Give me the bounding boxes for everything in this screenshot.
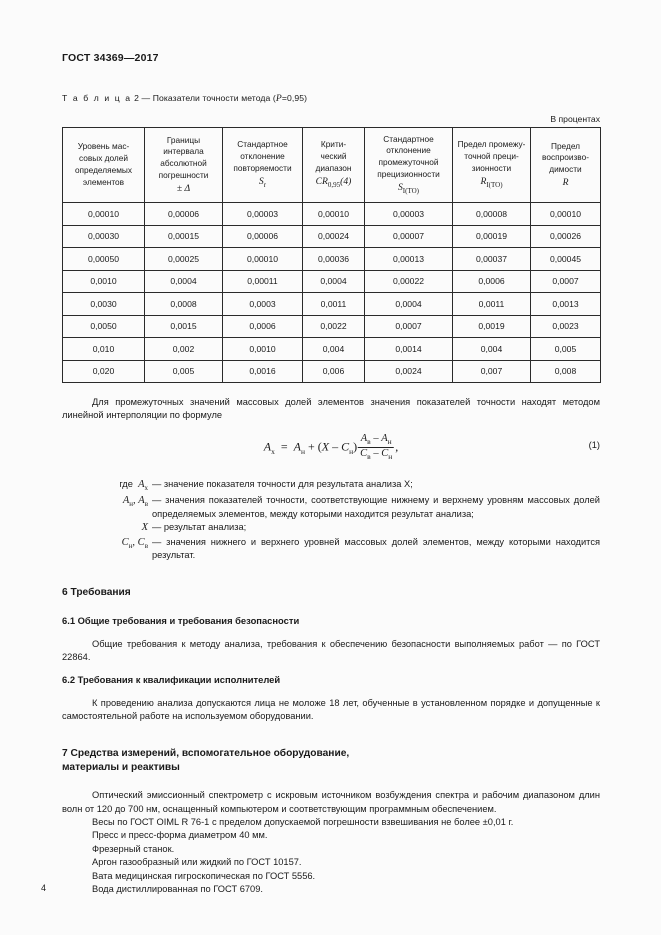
table-cell: 0,0013 [531,293,601,316]
table-cell: 0,002 [145,338,223,361]
legend-label [62,521,152,536]
spacer [62,723,600,747]
table-cell: 0,008 [531,360,601,383]
header-symbol-cr: $CR_{0,95}(4)$ [315,175,352,189]
table-units-note: В процентах [550,114,600,124]
equipment-item [62,870,600,883]
equipment-item [62,816,600,829]
table-cell: 0,005 [145,360,223,383]
equipment-item [62,843,600,856]
header-line: элементов [82,176,125,187]
table-cell: 0,00030 [63,225,145,248]
table-cell: 0,0003 [223,293,303,316]
header-line: димости [549,164,582,175]
table-cell: 0,00011 [223,270,303,293]
table-cell: 0,00013 [365,248,453,271]
table-caption-prefix: Т а б л и ц а [62,93,132,103]
equipment-item [62,829,600,842]
table-cell: 0,00010 [63,203,145,226]
table-cell: 0,010 [63,338,145,361]
legend-text: — значения нижнего и верхнего уровней массовых долей элементов, между которыми находится результат. [152,536,600,560]
header-line: совых долей [78,153,129,164]
legend-row [62,536,600,562]
table-cell: 0,0010 [223,338,303,361]
table-cell: 0,004 [303,338,365,361]
spacer [62,600,600,615]
table-cell: 0,00006 [145,203,223,226]
table-header-critical-range [303,128,365,203]
paragraph-text: Для промежуточных значений массовых долей элементов значения показателей точности находят методом линейной интерполяции по формуле [62,397,600,421]
section-heading-6-1: 6.1 Общие требования и требования безопасности [62,614,300,626]
table-cell: 0,0008 [145,293,223,316]
legend-symbol-ax: $A_x$ [138,479,148,493]
table-cell: 0,0004 [365,293,453,316]
table-cell: 0,0004 [145,270,223,293]
header-line: отклонение [386,145,431,156]
table-cell: 0,0010 [63,270,145,293]
page-number: 4 [41,883,47,893]
table-cell: 0,00003 [223,203,303,226]
legend-text: — результат анализа; [152,521,247,532]
table-cell: 0,005 [531,338,601,361]
table-cell: 0,00007 [365,225,453,248]
header-line: интервала [163,146,204,157]
legend-text: — значения показателей точности, соответствующие нижнему и верхнему уровням массовых долей определяемых элементов, между которыми находится результат анализа; [152,495,600,519]
equipment-item-text: Аргон газообразный или жидкий по ГОСТ 10157. [92,857,302,868]
table-row [63,293,601,316]
header-line: Стандартное [237,139,288,150]
legend-row [62,494,600,520]
header-line: Уровень мас- [77,141,130,152]
table-cell: 0,00003 [365,203,453,226]
header-line: определяемых [74,165,133,175]
section-6-2-paragraph [62,697,600,723]
table-row [63,338,601,361]
table-cell: 0,00045 [531,248,601,271]
header-line: повторяемости [233,162,292,173]
header-line: точной преци- [464,151,519,162]
formula-row [62,434,600,468]
table-cell: 0,0007 [365,315,453,338]
where-word: где [119,479,133,490]
table-cell: 0,0015 [145,315,223,338]
paragraph-text: Оптический эмиссионный спектрометр с искровым источником возбуждения спектра и рабочим диапазоном длин волн от 120 до 700 нм, оснащенный компьютером и соответствующим программным обеспечением. [62,790,600,814]
header-symbol-ri: $R_{I(TO)}$ [480,175,503,189]
header-symbol-si: $S_{I(TO)}$ [398,181,419,195]
header-symbol-sr: $S_r$ [258,175,267,189]
equipment-item-text: Весы по ГОСТ OIML R 76-1 с пределом допускаемой погрешности взвешивания не более ±0,01 г. [92,816,514,827]
table-cell: 0,00006 [223,225,303,248]
equipment-item [62,883,600,896]
section-7-paragraph [62,789,600,815]
formula-number: (1) [588,440,600,451]
table-header-mass-fraction-level [63,128,145,203]
table-cell: 0,0019 [453,315,531,338]
formula-fraction: $\frac{A_в - A_н}{C_в - C_н}$ [360,433,393,461]
table-cell: 0,00008 [453,203,531,226]
table-header-intermediate-precision-limit [453,128,531,203]
table-cell: 0,0006 [223,315,303,338]
table-caption-title: Показатели точности метода ( [152,93,276,103]
header-line: промежуточной [378,157,439,168]
header-line: погрешности [158,169,209,180]
table-cell: 0,007 [453,360,531,383]
table-cell: 0,020 [63,360,145,383]
table-cell: 0,00024 [303,225,365,248]
interpolation-paragraph [62,396,600,422]
legend-label [62,478,152,494]
interpolation-formula: $A_x = A_н + (X - C_н)$ $\frac{A_в - A_н}{C_в - C_н}$ , [263,433,399,461]
table-cell: 0,00010 [223,248,303,271]
header-line: Предел [550,140,581,151]
paragraph-text: К проведению анализа допускаются лица не моложе 18 лет, обученные в установленном порядке и допущенные к самостоятельной работе на используемом оборудовании. [62,697,600,721]
section-heading-7-line2: материалы и реактивы [62,761,180,773]
spacer [62,774,600,789]
legend-label [62,536,152,552]
table-header-row [63,128,601,203]
legend-row [62,521,600,536]
table-cell: 0,0011 [453,293,531,316]
table-cell: 0,00026 [531,225,601,248]
spacer [62,687,600,697]
table-caption-dash: — [141,93,151,103]
table-cell: 0,0023 [531,315,601,338]
formula-legend [62,478,600,562]
equipment-item-text: Пресс и пресс-форма диаметром 40 мм. [92,830,268,841]
table-cell: 0,00025 [145,248,223,271]
table-cell: 0,0006 [453,270,531,293]
table-cell: 0,00037 [453,248,531,271]
equipment-item-text: Фрезерный станок. [92,843,175,854]
header-line: Крити- [320,139,347,150]
table-cell: 0,0016 [223,360,303,383]
table-cell: 0,00010 [531,203,601,226]
table-header-intermediate-precision-sd [365,128,453,203]
table-cell: 0,006 [303,360,365,383]
table-body [63,203,601,383]
standard-header: ГОСТ 34369—2017 [62,52,159,64]
spacer [62,562,600,586]
table-cell: 0,0050 [63,315,145,338]
header-line: Предел промежу- [457,139,526,150]
table-row [63,315,601,338]
table-cell: 0,0030 [63,293,145,316]
header-symbol-r: R [562,176,569,188]
section-6-1-paragraph [62,638,600,664]
table-cell: 0,00022 [365,270,453,293]
section-heading-7 [62,747,600,775]
legend-symbol-an-av: $A_н$, $A_в$ [122,495,148,509]
spacer [62,664,600,674]
paragraph-text: Общие требования к методу анализа, требования к обеспечению безопасности выполняемых работ — по ГОСТ 22864. [62,638,600,662]
legend-row [62,478,600,494]
table-row [63,248,601,271]
legend-label [62,494,152,510]
precision-indicators-table [62,127,601,383]
header-line: воспроизво- [542,152,589,163]
table-row [63,203,601,226]
header-line: Границы [166,134,201,145]
table-row [63,270,601,293]
header-symbol-delta: ± Δ [176,182,191,194]
table-cell: 0,004 [453,338,531,361]
page-content [62,0,600,897]
section-heading-6-2: 6.2 Требования к квалификации исполнителей [62,673,281,685]
legend-text: — значение показателя точности для результата анализа X; [152,479,413,490]
table-header-reproducibility-limit [531,128,601,203]
table-cell: 0,0004 [303,270,365,293]
header-line: Стандартное [383,133,434,144]
table-caption-probability-symbol: P [275,93,282,104]
equipment-item-text: Вата медицинская гигроскопическая по ГОСТ 5556. [92,870,316,881]
equipment-item [62,856,600,869]
table-cell: 0,00015 [145,225,223,248]
header-line: абсолютной [160,158,207,169]
table-header-absolute-error-limits [145,128,223,203]
table-cell: 0,0024 [365,360,453,383]
table-caption-probability-value: =0,95) [281,93,308,103]
table-row [63,360,601,383]
header-line: отклонение [240,151,285,162]
table-cell: 0,0014 [365,338,453,361]
spacer [62,628,600,638]
table-header-repeatability-sd [223,128,303,203]
table-cell: 0,00036 [303,248,365,271]
legend-symbol-cn-cv: $C_н$, $C_в$ [121,536,148,550]
section-heading-7-line1: 7 Средства измерений, вспомогательное оборудование, [62,747,350,759]
table-caption [62,93,600,104]
table-cell: 0,00010 [303,203,365,226]
header-line: зионности [471,162,512,173]
table-cell: 0,0007 [531,270,601,293]
equipment-item-text: Вода дистиллированная по ГОСТ 6709. [92,884,263,895]
header-line: диапазон [315,162,352,173]
table-cell: 0,0011 [303,293,365,316]
table-cell: 0,00050 [63,248,145,271]
section-heading-6: 6 Требования [62,587,131,599]
legend-symbol-x: X [141,521,148,533]
table-row [63,225,601,248]
header-line: прецизионности [377,168,440,179]
header-line: ческий [320,151,347,162]
table-caption-number: 2 [134,93,139,103]
table-cell: 0,00019 [453,225,531,248]
table-cell: 0,0022 [303,315,365,338]
